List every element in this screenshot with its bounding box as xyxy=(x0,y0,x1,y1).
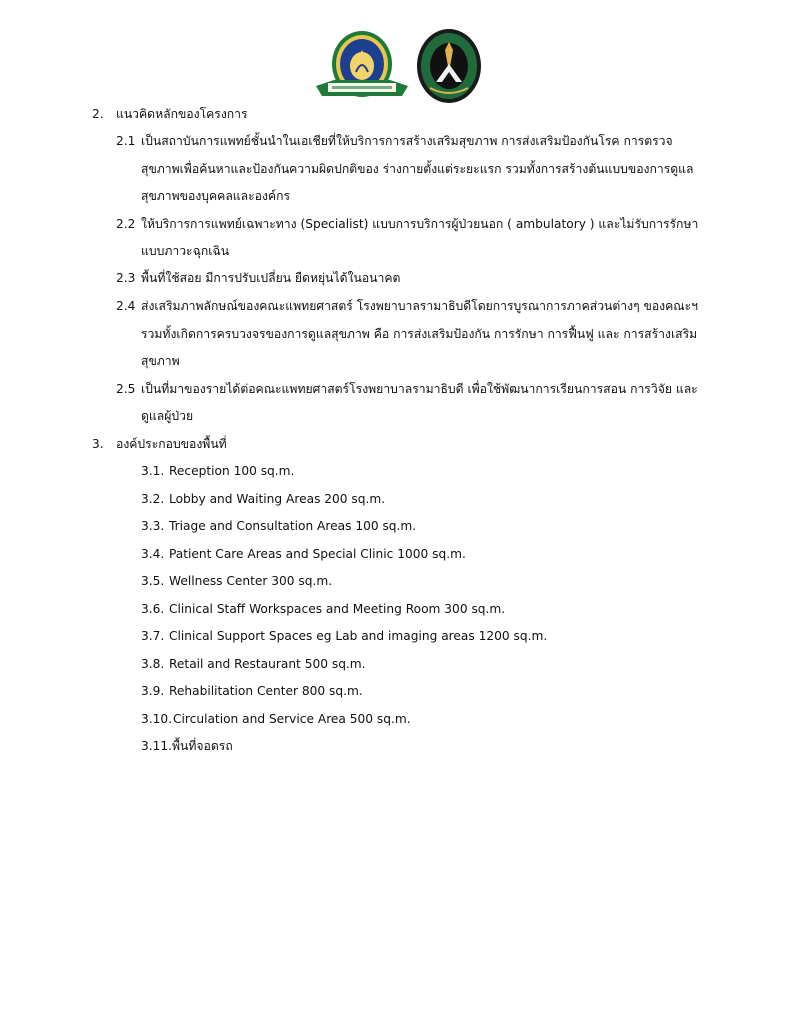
area-item-number: 3.7. xyxy=(141,629,165,643)
ramathibodi-emblem-icon xyxy=(312,28,412,106)
area-item-number: 3.8. xyxy=(141,657,165,671)
item-2-1-line-3: สุขภาพของบุคคลและองค์กร xyxy=(141,189,291,203)
item-2-4-line-2: รวมทั้งเกิดการครบวงจรของการดูแลสุขภาพ คือ การส่งเสริมป้องกัน การรักษา การฟื้นฟู และ การสร้างเสริม xyxy=(141,327,698,341)
section-3-title: องค์ประกอบของพื้นที่ xyxy=(116,437,227,451)
area-item-text: Retail and Restaurant 500 sq.m. xyxy=(169,657,366,671)
area-item-text: Clinical Support Spaces eg Lab and imaging areas 1200 sq.m. xyxy=(169,629,548,643)
item-2-2-line-2: แบบภาวะฉุกเฉิน xyxy=(141,244,230,258)
area-item-text: Triage and Consultation Areas 100 sq.m. xyxy=(169,519,417,533)
area-item-number: 3.1. xyxy=(141,464,165,478)
item-2-4-line-1: ส่งเสริมภาพลักษณ์ของคณะแพทยศาสตร์ โรงพยาบาลรามาธิบดีโดยการบูรณาการภาคส่วนต่างๆ ของคณะฯ xyxy=(141,299,698,313)
item-2-1-line-1: เป็นสถาบันการแพทย์ชั้นนำในเอเชียที่ให้บริการการสร้างเสริมสุขภาพ การส่งเสริมป้องกันโรค การตรวจ xyxy=(141,134,673,148)
area-item-number: 3.9. xyxy=(141,684,165,698)
area-item-text: Wellness Center 300 sq.m. xyxy=(169,574,333,588)
section-3-number: 3. xyxy=(92,437,104,451)
item-2-4-line-3: สุขภาพ xyxy=(141,354,180,368)
item-2-4-number: 2.4 xyxy=(116,299,136,313)
area-item-text: Clinical Staff Workspaces and Meeting Room 300 sq.m. xyxy=(169,602,506,616)
area-item-text: Patient Care Areas and Special Clinic 1000 sq.m. xyxy=(169,547,466,561)
item-2-3-line-1: พื้นที่ใช้สอย มีการปรับเปลี่ยน ยืดหยุ่นได้ในอนาคต xyxy=(141,271,401,285)
item-2-3-number: 2.3 xyxy=(116,271,136,285)
item-2-5-line-1: เป็นที่มาของรายได้ต่อคณะแพทยศาสตร์โรงพยาบาลรามาธิบดี เพื่อใช้พัฒนาการเรียนการสอน การวิจัย และ xyxy=(141,382,698,396)
area-item-number: 3.10. xyxy=(141,712,173,726)
item-2-2-line-1: ให้บริการการแพทย์เฉพาะทาง (Specialist) แบบการบริการผู้ป่วยนอก ( ambulatory ) และไม่รับการรักษา xyxy=(141,217,699,231)
area-item-number: 3.2. xyxy=(141,492,165,506)
area-item-text: Rehabilitation Center 800 sq.m. xyxy=(169,684,363,698)
area-item-number: 3.3. xyxy=(141,519,165,533)
area-item-number: 3.5. xyxy=(141,574,165,588)
item-2-5-line-2: ดูแลผู้ป่วย xyxy=(141,409,194,423)
item-2-2-number: 2.2 xyxy=(116,217,136,231)
item-2-1-number: 2.1 xyxy=(116,134,136,148)
area-item-text: Circulation and Service Area 500 sq.m. xyxy=(173,712,411,726)
section-2-title: แนวคิดหลักของโครงการ xyxy=(116,107,248,121)
item-2-5-number: 2.5 xyxy=(116,382,136,396)
section-2-number: 2. xyxy=(92,107,104,121)
area-item-number: 3.6. xyxy=(141,602,165,616)
area-item-text: Lobby and Waiting Areas 200 sq.m. xyxy=(169,492,386,506)
item-2-1-line-2: สุขภาพเพื่อค้นหาและป้องกันความผิดปกติของ ร่างกายตั้งแต่ระยะแรก รวมทั้งการสร้างต้นแบบของการดูแล xyxy=(141,162,694,176)
area-item-text: Reception 100 sq.m. xyxy=(169,464,295,478)
area-item-number: 3.4. xyxy=(141,547,165,561)
institute-emblem-icon xyxy=(416,28,482,104)
area-item-text: พื้นที่จอดรถ xyxy=(172,739,233,753)
header-logos xyxy=(312,28,482,106)
area-item-number: 3.11. xyxy=(141,739,173,753)
